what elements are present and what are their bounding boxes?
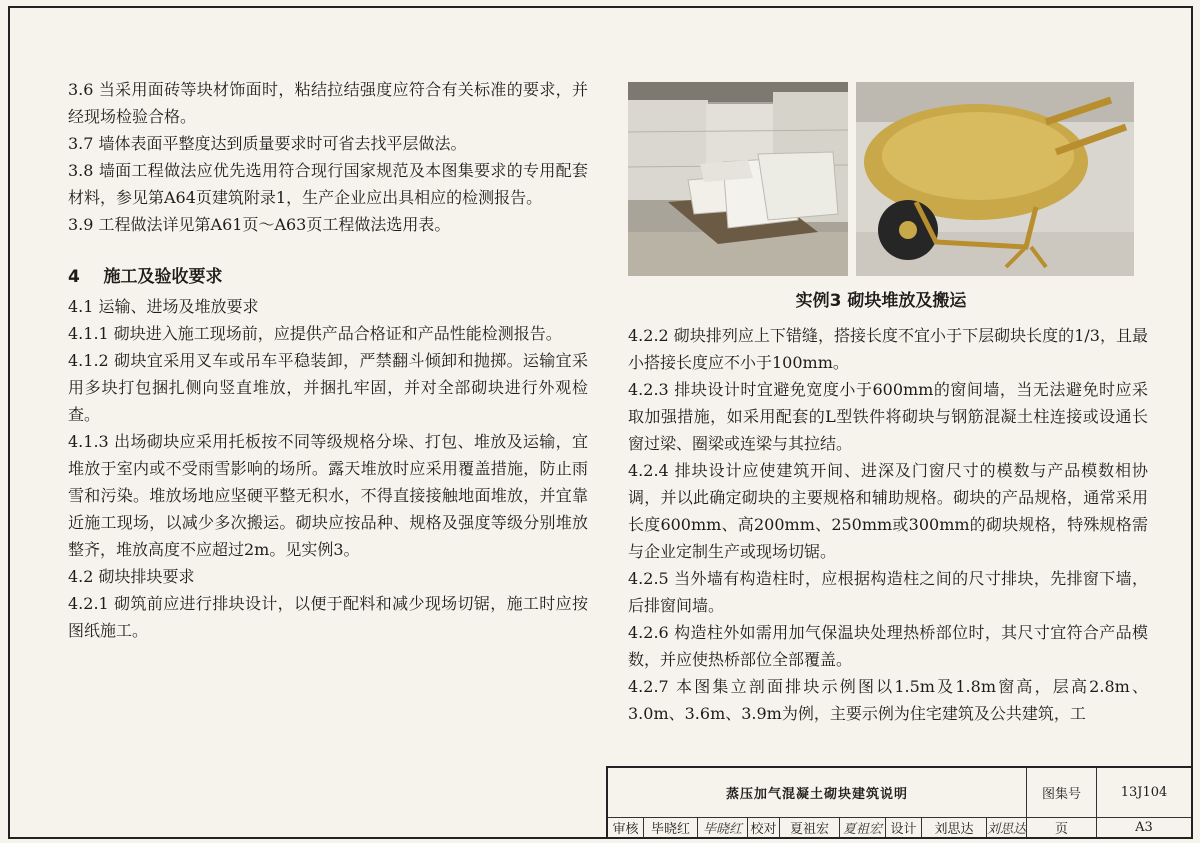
example-photos — [628, 82, 1134, 276]
wheelbarrow-photo — [856, 82, 1134, 276]
page-number: A3 — [1135, 820, 1153, 835]
para-4-2-4: 4.2.4 排块设计应使建筑开间、进深及门窗尺寸的模数与产品模数相协调，并以此确定砌块的主要规格和辅助规格。砌块的产品规格，通常采用长度600mm、高200mm、250mm或300mm的砌块规格，特殊规格需与企业定制生产或现场切锯。 — [628, 461, 1148, 561]
drawing-title: 蒸压加气混凝土砌块建筑说明 — [608, 768, 1027, 818]
page-label: 页 — [1027, 818, 1097, 837]
design-name: 刘思达 — [922, 818, 987, 837]
section-4-heading: 4 施工及验收要求 — [68, 267, 223, 287]
para-4-1-2: 4.1.2 砌块宜采用叉车或吊车平稳装卸，严禁翻斗倾卸和抛掷。运输宜采用多块打包捆扎侧向竖直堆放，并捆扎牢固，并对全部砌块进行外观检查。 — [68, 351, 588, 424]
review-name: 毕晓红 — [644, 818, 698, 837]
spacer — [68, 238, 588, 264]
para-4-2-1: 4.2.1 砌筑前应进行排块设计，以便于配料和减少现场切锯，施工时应按图纸施工。 — [68, 594, 588, 640]
para-4-2-5: 4.2.5 当外墙有构造柱时，应根据构造柱之间的尺寸排块，先排窗下墙，后排窗间墙。 — [628, 569, 1148, 615]
design-signature: 刘思达 — [987, 818, 1027, 837]
check-label: 校对 — [748, 818, 780, 837]
atlas-number-label: 图集号 — [1027, 768, 1097, 818]
para-3-6: 3.6 当采用面砖等块材饰面时，粘结拉结强度应符合有关标准的要求，并经现场检验合格。 — [68, 80, 588, 126]
photo-caption: 实例3 砌块堆放及搬运 — [795, 291, 967, 311]
para-4-2: 4.2 砌块排块要求 — [68, 567, 195, 586]
review-signature: 毕晓红 — [698, 818, 748, 837]
para-4-2-2: 4.2.2 砌块排列应上下错缝，搭接长度不宜小于下层砌块长度的1/3，且最小搭接长度应不小于100mm。 — [628, 326, 1148, 372]
para-4-1-1: 4.1.1 砌块进入施工现场前，应提供产品合格证和产品性能检测报告。 — [68, 324, 562, 343]
para-3-8: 3.8 墙面工程做法应优先选用符合现行国家规范及本图集要求的专用配套材料，参见第A64页建筑附录1，生产企业应出具相应的检测报告。 — [68, 161, 588, 207]
block-stack-photo — [628, 82, 848, 276]
title-block — [606, 766, 1193, 839]
design-label: 设计 — [886, 818, 922, 837]
para-4-2-6: 4.2.6 构造柱外如需用加气保温块处理热桥部位时，其尺寸宜符合产品模数，并应使热桥部位全部覆盖。 — [628, 623, 1148, 669]
atlas-number-value: 13J104 — [1097, 768, 1191, 818]
para-4-2-3: 4.2.3 排块设计时宜避免宽度小于600mm的窗间墙，当无法避免时应采取加强措施，如采用配套的L型铁件将砌块与钢筋混凝土柱连接或设通长窗过梁、圈梁或连梁与其拉结。 — [628, 380, 1148, 453]
check-signature: 夏祖宏 — [840, 818, 886, 837]
review-label: 审核 — [608, 818, 644, 837]
para-3-7: 3.7 墙体表面平整度达到质量要求时可省去找平层做法。 — [68, 134, 467, 153]
para-4-1-3: 4.1.3 出场砌块应采用托板按不同等级规格分垛、打包、堆放及运输，宜堆放于室内或不受雨雪影响的场所。露天堆放时应采用覆盖措施，防止雨雪和污染。堆放场地应坚硬平整无积水，不得直接接触地面堆放，并宜靠近施工现场，以减少多次搬运。砌块应按品种、规格及强度等级分别堆放整齐，堆放高度不应超过2m。见实例3。 — [68, 432, 588, 559]
left-text-column — [68, 76, 588, 644]
check-name: 夏祖宏 — [780, 818, 840, 837]
para-3-9: 3.9 工程做法详见第A61页～A63页工程做法选用表。 — [68, 215, 451, 234]
right-text-column — [628, 322, 1148, 727]
para-4-2-7: 4.2.7 本图集立剖面排块示例图以1.5m及1.8m窗高，层高2.8m、3.0m、3.6m、3.9m为例，主要示例为住宅建筑及公共建筑，工 — [628, 677, 1148, 723]
para-4-1: 4.1 运输、进场及堆放要求 — [68, 297, 259, 316]
